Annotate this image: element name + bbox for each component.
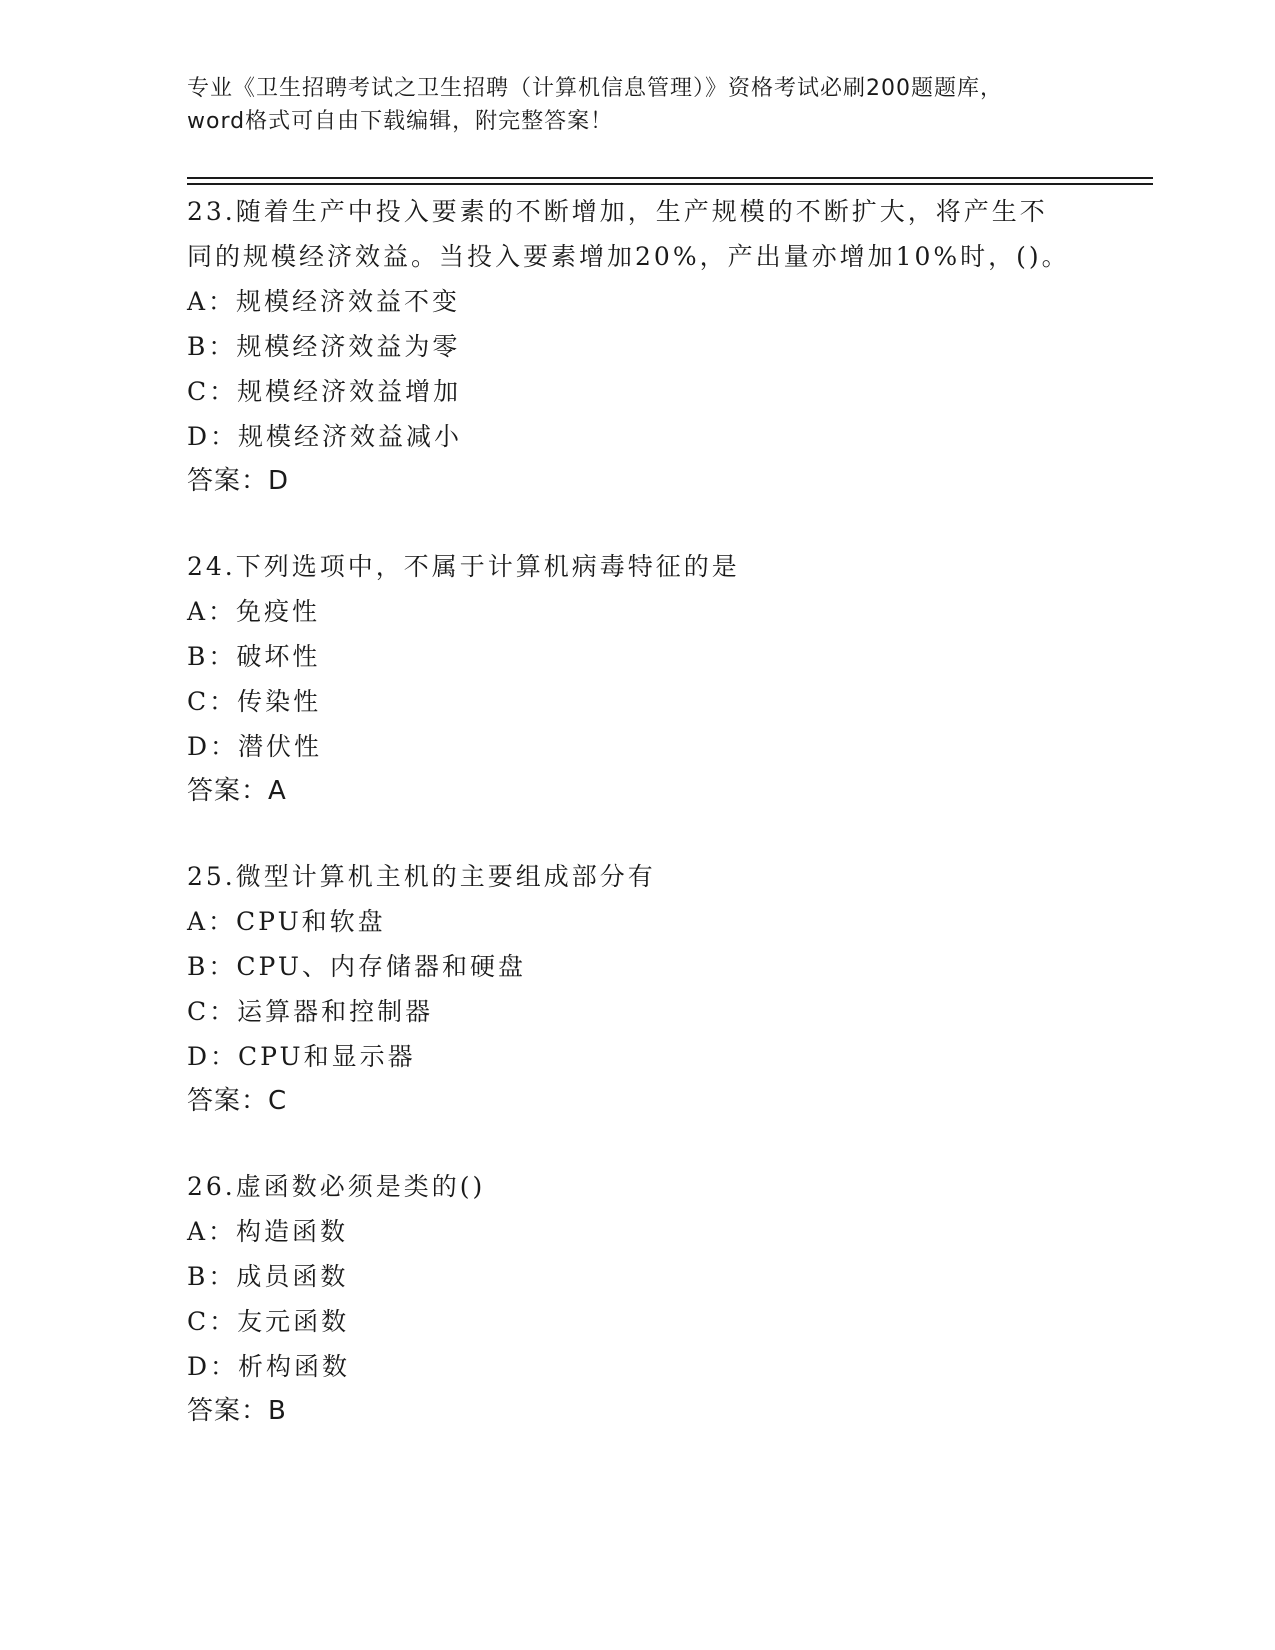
option-c: C：友元函数: [187, 1307, 350, 1336]
answer-line: 答案：B: [187, 1396, 287, 1426]
question-stem-line: 同的规模经济效益。当投入要素增加20%，产出量亦增加10%时，()。: [187, 242, 1070, 271]
question-stem-line: 23.随着生产中投入要素的不断增加，生产规模的不断扩大，将产生不: [187, 197, 1048, 226]
option-d: D：规模经济效益减小: [187, 422, 463, 451]
question-stem-line: 25.微型计算机主机的主要组成部分有: [187, 862, 656, 891]
option-a: A：免疫性: [187, 597, 321, 626]
question-25: [187, 854, 1087, 1124]
header-line-1: 专业《卫生招聘考试之卫生招聘（计算机信息管理）》资格考试必刷200题题库，: [187, 76, 1003, 101]
option-d: D：CPU和显示器: [187, 1042, 416, 1071]
option-a: A：规模经济效益不变: [187, 287, 461, 316]
answer-line: 答案：C: [187, 1086, 288, 1116]
option-a: A：构造函数: [187, 1217, 349, 1246]
option-b: B：成员函数: [187, 1262, 349, 1291]
answer-line: 答案：A: [187, 776, 287, 806]
option-c: C：规模经济效益增加: [187, 377, 462, 406]
question-26: [187, 1164, 1087, 1434]
header-rule-top: [187, 177, 1153, 179]
option-c: C：运算器和控制器: [187, 997, 434, 1026]
document-header: [187, 72, 1087, 138]
header-rule-bottom: [187, 183, 1153, 185]
question-stem-line: 26.虚函数必须是类的(): [187, 1172, 486, 1201]
option-b: B：破坏性: [187, 642, 321, 671]
option-b: B：CPU、内存储器和硬盘: [187, 952, 526, 981]
question-stem-line: 24.下列选项中，不属于计算机病毒特征的是: [187, 552, 740, 581]
question-23: [187, 189, 1087, 504]
header-line-2: word格式可自由下载编辑，附完整答案！: [187, 109, 614, 134]
option-a: A：CPU和软盘: [187, 907, 386, 936]
option-d: D：潜伏性: [187, 732, 323, 761]
option-c: C：传染性: [187, 687, 322, 716]
question-24: [187, 544, 1087, 814]
question-list: [187, 189, 1087, 1474]
answer-line: 答案：D: [187, 466, 290, 496]
option-d: D：析构函数: [187, 1352, 351, 1381]
option-b: B：规模经济效益为零: [187, 332, 461, 361]
